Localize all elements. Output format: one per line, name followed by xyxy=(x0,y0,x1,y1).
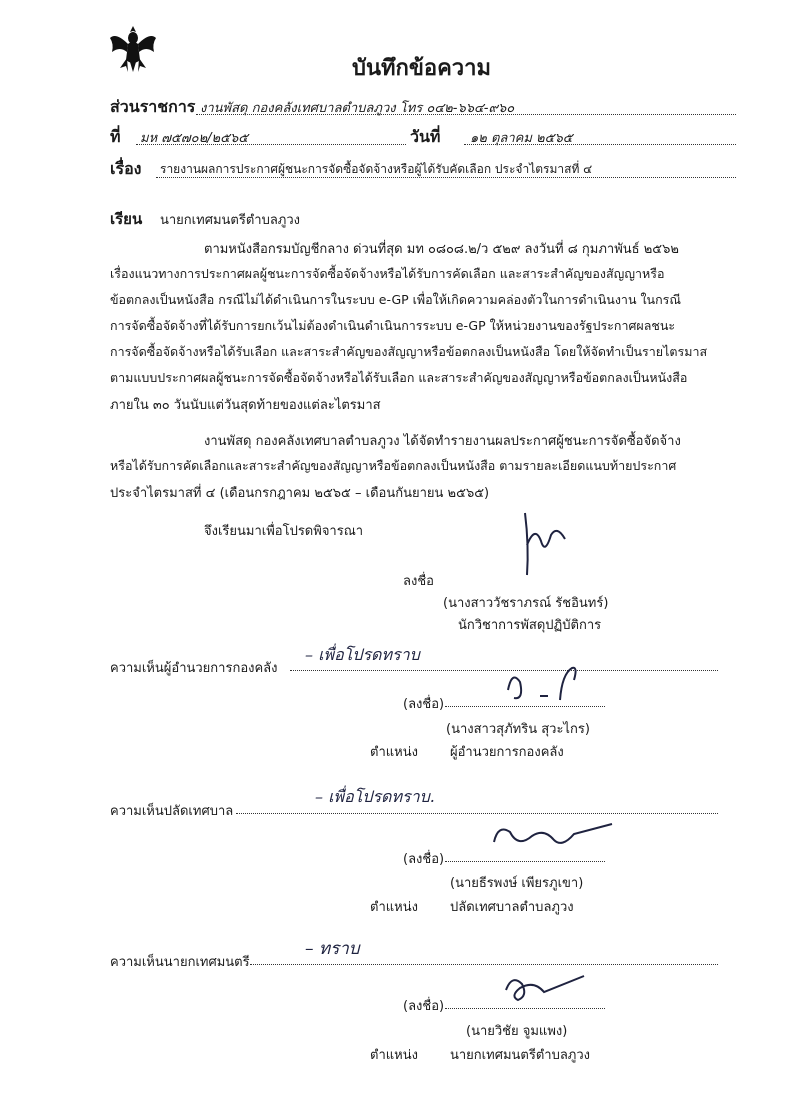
opinion2-label: ความเห็นปลัดเทศบาล xyxy=(110,804,234,819)
opinion1-position: ผู้อำนวยการกองคลัง xyxy=(450,745,564,760)
para1-line: การจัดซื้อจัดจ้างที่ได้รับการยกเว้นไม่ต้องดำเนินดำเนินการระบบ e-GP ให้หน่วยงานของรัฐประกาศผลชนะ xyxy=(110,318,676,333)
para1-line: ข้อตกลงเป็นหนังสือ กรณีไม่ได้ดำเนินการในระบบ e-GP เพื่อให้เกิดความคล่องตัวในการดำเนินงาน ในกรณี xyxy=(110,292,681,307)
subject-label: เรื่อง xyxy=(110,159,142,178)
opinion3-sign-dotline xyxy=(445,1008,605,1009)
para1-line: ตามหนังสือกรมบัญชีกลาง ด่วนที่สุด มท ๐๘๐๘.๒/ว ๕๒๙ ลงวันที่ ๘ กุมภาพันธ์ ๒๕๖๒ xyxy=(204,242,679,257)
opinion2-name: (นายธีรพงษ์ เพียรภูเขา) xyxy=(450,876,584,891)
para1-line: ตามแบบประกาศผลผู้ชนะการจัดซื้อจัดจ้างหรือได้รับเลือก และสาระสำคัญของสัญญาหรือข้อตกลงเป็นหนังสือ xyxy=(110,370,688,385)
signature-3 xyxy=(488,818,618,858)
subject-value: รายงานผลการประกาศผู้ชนะการจัดซื้อจัดจ้างหรือผู้ได้รับคัดเลือก ประจำไตรมาสที่ ๔ xyxy=(160,162,593,176)
signature-1 xyxy=(505,505,575,585)
garuda-emblem xyxy=(108,22,158,76)
document-title: บันทึกข้อความ xyxy=(352,56,492,81)
opinion2-handwritten: – เพื่อโปรดทราบ. xyxy=(315,787,435,806)
opinion2-sign-label: (ลงชื่อ) xyxy=(403,852,445,867)
opinion3-dotline xyxy=(250,964,718,965)
opinion2-dotline xyxy=(236,813,718,814)
opinion3-name: (นายวิชัย จูมแพง) xyxy=(466,1024,568,1039)
ref-underline xyxy=(136,144,406,145)
opinion1-position-label: ตำแหน่ง xyxy=(370,745,418,760)
para2-line: หรือได้รับการคัดเลือกและสาระสำคัญของสัญญาหรือข้อตกลงเป็นหนังสือ ตามรายละเอียดแนบท้ายประกาศ xyxy=(110,458,677,473)
date-value: ๑๒ ตุลาคม ๒๕๖๕ xyxy=(470,131,573,146)
signer1-sign-label: ลงชื่อ xyxy=(403,574,434,589)
opinion1-sign-dotline xyxy=(445,706,605,707)
opinion3-sign-label: (ลงชื่อ) xyxy=(403,999,445,1014)
signature-2 xyxy=(500,660,590,710)
salutation-label: เรียน xyxy=(110,210,143,228)
opinion3-handwritten: – ทราบ xyxy=(305,939,360,959)
opinion3-position-label: ตำแหน่ง xyxy=(370,1048,418,1063)
para2-line: งานพัสดุ กองคลังเทศบาลตำบลภูวง ได้จัดทำรายงานผลประกาศผู้ชนะการจัดซื้อจัดจ้าง xyxy=(204,434,681,449)
para2-line: ประจำไตรมาสที่ ๔ (เดือนกรกฎาคม ๒๕๖๕ – เดือนกันยายน ๒๕๖๕) xyxy=(110,486,490,501)
agency-underline xyxy=(196,114,736,115)
ref-value: มห ๗๕๗๐๒/๒๕๖๕ xyxy=(140,131,249,146)
para1-line: ภายใน ๓๐ วันนับแต่วันสุดท้ายของแต่ละไตรมาส xyxy=(110,398,381,413)
opinion1-label: ความเห็นผู้อำนวยการกองคลัง xyxy=(110,661,278,676)
opinion2-sign-dotline xyxy=(445,861,605,862)
signature-4 xyxy=(500,970,590,1010)
opinion1-sign-label: (ลงชื่อ) xyxy=(403,697,445,712)
agency-label: ส่วนราชการ xyxy=(110,97,196,116)
agency-value: งานพัสดุ กองคลังเทศบาลตำบลภูวง โทร ๐๔๒-๖๖๔-๙๖๐ xyxy=(200,101,515,116)
opinion3-label: ความเห็นนายกเทศมนตรี xyxy=(110,955,250,970)
subject-underline xyxy=(156,177,736,178)
opinion1-name: (นางสาวสุภัทริน สุวะไกร) xyxy=(446,722,590,737)
ref-label: ที่ xyxy=(110,127,121,146)
opinion2-position: ปลัดเทศบาลตำบลภูวง xyxy=(450,900,574,915)
opinion2-position-label: ตำแหน่ง xyxy=(370,900,418,915)
signer1-position: นักวิชาการพัสดุปฏิบัติการ xyxy=(458,618,602,633)
salutation-value: นายกเทศมนตรีตำบลภูวง xyxy=(160,213,300,228)
date-label: วันที่ xyxy=(410,127,441,146)
opinion1-handwritten: – เพื่อโปรดทราบ xyxy=(305,645,420,664)
signer1-name: (นางสาววัชราภรณ์ รัชอินทร์) xyxy=(443,596,609,611)
para1-line: การจัดซื้อจัดจ้างหรือได้รับเลือก และสาระสำคัญของสัญญาหรือข้อตกลงเป็นหนังสือ โดยให้จัดทำเป็นรายไตรมาส xyxy=(110,344,708,359)
para1-line: เรื่องแนวทางการประกาศผลผู้ชนะการจัดซื้อจัดจ้างหรือได้รับการคัดเลือก และสาระสำคัญของสัญญาหรือ xyxy=(110,266,665,281)
closing-text: จึงเรียนมาเพื่อโปรดพิจารณา xyxy=(204,524,364,539)
date-underline xyxy=(464,144,736,145)
opinion3-position: นายกเทศมนตรีตำบลภูวง xyxy=(450,1048,590,1063)
